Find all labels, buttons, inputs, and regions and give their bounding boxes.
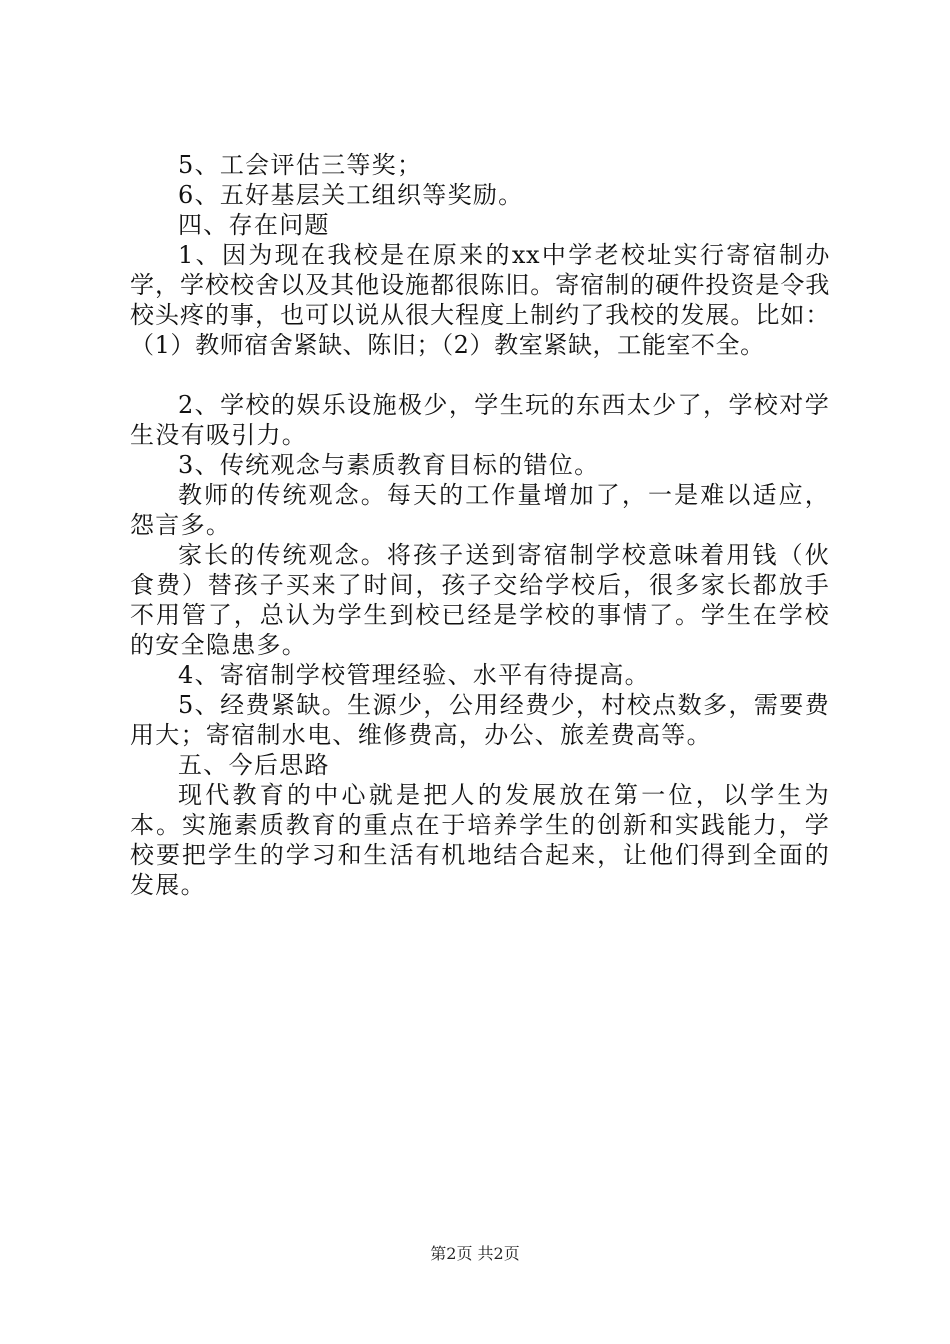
paragraph-problem-1: 1、因为现在我校是在原来的xx中学老校址实行寄宿制办学，学校校舍以及其他设施都很陈旧。寄宿制的硬件投资是令我校头疼的事，也可以说从很大程度上制约了我校的发展。比如：（1）教师宿舍紧缺、陈旧；（2）教室紧缺，工能室不全。 <box>130 241 830 359</box>
section-heading-future: 五、今后思路 <box>178 751 330 779</box>
paragraph-award-6: 6、五好基层关工组织等奖励。 <box>178 181 524 209</box>
document-body <box>130 150 830 900</box>
section-heading-problems: 四、存在问题 <box>178 211 330 239</box>
paragraph-parent-views: 家长的传统观念。将孩子送到寄宿制学校意味着用钱（伙食费）替孩子买来了时间，孩子交给学校后，很多家长都放手不用管了，总认为学生到校已经是学校的事情了。学生在学校的安全隐患多。 <box>130 541 830 659</box>
paragraph-problem-5: 5、经费紧缺。生源少，公用经费少，村校点数多，需要费用大；寄宿制水电、维修费高，办公、旅差费高等。 <box>130 691 830 749</box>
paragraph-future-ideas: 现代教育的中心就是把人的发展放在第一位，以学生为本。实施素质教育的重点在于培养学生的创新和实践能力，学校要把学生的学习和生活有机地结合起来，让他们得到全面的发展。 <box>130 781 830 899</box>
paragraph-award-5: 5、工会评估三等奖； <box>178 151 423 179</box>
paragraph-problem-3: 3、传统观念与素质教育目标的错位。 <box>178 451 600 479</box>
paragraph-problem-2: 2、学校的娱乐设施极少，学生玩的东西太少了，学校对学生没有吸引力。 <box>130 391 830 449</box>
paragraph-teacher-views: 教师的传统观念。每天的工作量增加了，一是难以适应，怨言多。 <box>130 481 830 539</box>
page-number-footer: 第2页 共2页 <box>430 1244 520 1263</box>
paragraph-problem-4: 4、寄宿制学校管理经验、水平有待提高。 <box>178 661 650 689</box>
